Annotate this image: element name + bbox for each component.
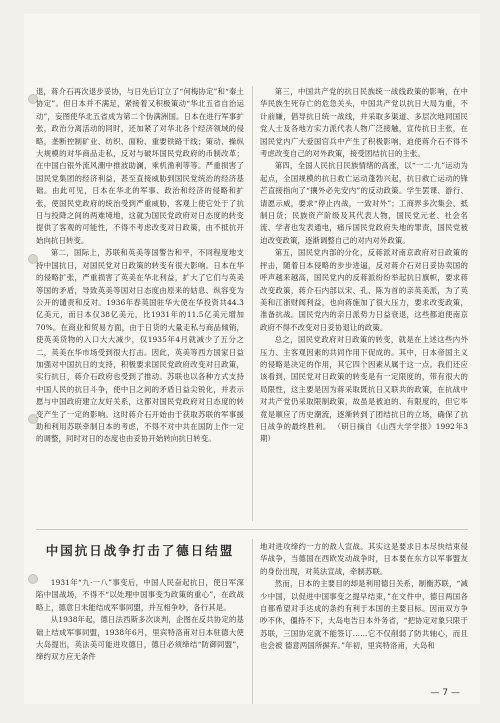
paragraph: 总之，国民党政府对日政策的转变，就是在上述这些内外压力、主客观因素的共同作用下促成的。其中，日本帝国主义的侵略是决定的作用，其它四个因素从属于这一点。我们还应该看到，国民党对日政策的转变是有一定限度的，带有很大的局限性，这主要是因为蒋采取既抗日又联共的政策，在抗战中对共产党仍采取限制政策，故虽是被迫的、有限度的，但它毕竟是顺应了历史潮流，逐渐转到了团结抗日的立场，确保了抗日战争的最终胜利。 （研日摘自《山西大学学报》1992年3期）	[260, 335, 468, 444]
bottom-left-column	[36, 577, 244, 707]
paragraph: 第三，中国共产党的抗日民族统一战线政策的影响，在中华民族生死存亡的危急关头，中国共产党以抗日大局为重，不计前嫌，倡导抗日统一战线，并采取多渠道、多层次地同国民党人士及各地方实力派代表人物广泛接触，宣传抗日主张，在国民党内广大爱国官兵中产生了积极影响，迫使蒋介石不得不考虑改变自己的对外政策，接受团结抗日的主张。	[260, 87, 468, 159]
top-left-column	[36, 86, 244, 516]
paragraph: 第二，国际上，苏联和英美等国警告和平，不同程度地支持中国抗日，对国民党对日政策的转变有很大影响。日本在华的侵略扩张，严重损害了英美在华北利益，扩大了它们与英美等国的矛盾，导致英美等国对日态度由原来的姑息、纵容变为公开的谴责和反对。1936年春英国驻华大使在华投资共44.3亿美元，而日本仅38亿美元，比1931年的11.5亿美元增加70%。在商业和贸易方面，由于日货的大量走私与商品倾销，使英美货物的入口大大减少，仅1935年4月就减少了五分之二，英美在华市场受到很大打击。因此，英美等西方国家日益加强对中国抗日的支持，积极要求国民党政府改变对日政策，实行抗日，蒋介石政府也受到了推动。苏联也以各种方式支持中国人民的抗日斗争，使中日之间的矛盾日益尖锐化，并表示愿与中国政府建立友好关系，这都对国民党政府对日态度的转变产生了一定的影响。这时蒋介石开始由于获取苏联的军事援助和利用苏联牵制日本的考虑，不得不对中共在国防上作一定的调整，同时对日的态度也由妥协开始转向抗日转变。	[36, 248, 244, 444]
top-right-column	[260, 86, 468, 526]
paragraph: 第四，全国人民抗日民族情绪的高涨，以“一二·九”运动为起点，全国规模的抗日救亡运动蓬勃兴起，抗日救亡运动的锋芒直接指向了“攘外必先安内”的反动政策。学生罢课、游行、请愿示威，要求“停止内战，一致对外”；工商界多次集会、抵制日货；民族资产阶级及其代表人物，国民党元老、社会名流、学者也发表通电，痛斥国民党政府失地的罪责，国民党被迫改变政策，逐渐调整自己的对内对外政策。	[260, 161, 468, 245]
column-divider	[252, 539, 253, 704]
paragraph: 地对进攻缔约一方的敌人宣战。其实这是要求日本尽快结束侵华战争，当德国在西欧发动战争时，日本要在东方以军事盟友的身份出现，对英法宣战，牵制苏联。	[260, 542, 468, 576]
column-divider	[252, 86, 253, 521]
article-title: 中国抗日战争打击了德日结盟	[45, 543, 235, 558]
paragraph: 然而，日本的主要目的却是利用德日关系，制衡苏联，“减少中国，以促进中国事变之提早结束，”在文件中，德日两国各自都希望对手达成的条约有利于本国的主要目标。因而双方争吵不休，僵持不下，大岛电告日本外务省，“把协定对象只限于苏联，三国协定就不能签订……它不仅削弱了防共轴心，而且也会被 德意两国所摒弃。”年初，里宾特洛甫，大岛和	[260, 579, 468, 651]
page-number: — 7 —	[430, 688, 460, 698]
section-divider	[36, 529, 468, 530]
paragraph: 第五，国民党内部的分化，反蒋派对南京政府对日政策的抨击，随着日本侵略的步步进逼，反对蒋介石对日妥协卖国的呼声越来越高，国民党内的反蒋派纷纷举起抗日旗帜，要求蒋改变政策，蒋介石内部以宋、孔、陈为首的亲英美派，为了英美和江浙财阀利益，也向蒋施加了很大压力，要求改变政策，准备抗战。国民党内的亲日派势力日益衰退，这些都迫使南京政府不得不改变对日妥协退让的政策。	[260, 248, 468, 332]
bottom-right-column	[260, 541, 468, 707]
paragraph: 1931年“九·一八”事变后，中国人民奋起抗日，使日军深陷中国战场，不得不“以处理中国事变为政策的重心”，在政战略上，德意日未能结成军事同盟，并互相争吵，各行其是。	[36, 578, 244, 612]
document-page	[24, 14, 480, 704]
paragraph: 从1938年起，德日法西斯多次谈判，企图在反共协定的基础上结成军事同盟，1938年6月，里宾特洛甫对日本驻德大使大岛提出，英法美可能进攻德日，德日必须缔结“防御同盟”，缔约双方应无条件	[36, 615, 244, 662]
paragraph: 退，蒋介石再次退步妥协，与日先后订立了“何梅协定”和“秦土协定”。但日本并不满足，紧接着又积极策动“华北五省自治运动”，妄图使华北五省成为第二个伪满洲国。日本在进行军事扩张，政治分离活动的同时，还加紧了对华北各个经济领域的侵略，垄断控制矿业、纺织、面粉、重要铁路干线；策动、操纵大规模的对华商品走私，反对与破坏国民党政府的币制改革；在中国白银外流风潮中推波助澜，乘机渔利等等。严重损害了国民党集团的经济利益，甚至直接威胁到国民党统治的经济基础。由此可见，日本在华北的军事、政治和经济的侵略和扩张，使国民党政府的统治受到严重威胁，客观上使它处于了抗日与投降之间的两难境地，这就为国民党政府对日态度的转变提供了客观的可能性，不得不考虑改变对日政策，由不抵抗开始向抗日转变。	[36, 87, 244, 245]
